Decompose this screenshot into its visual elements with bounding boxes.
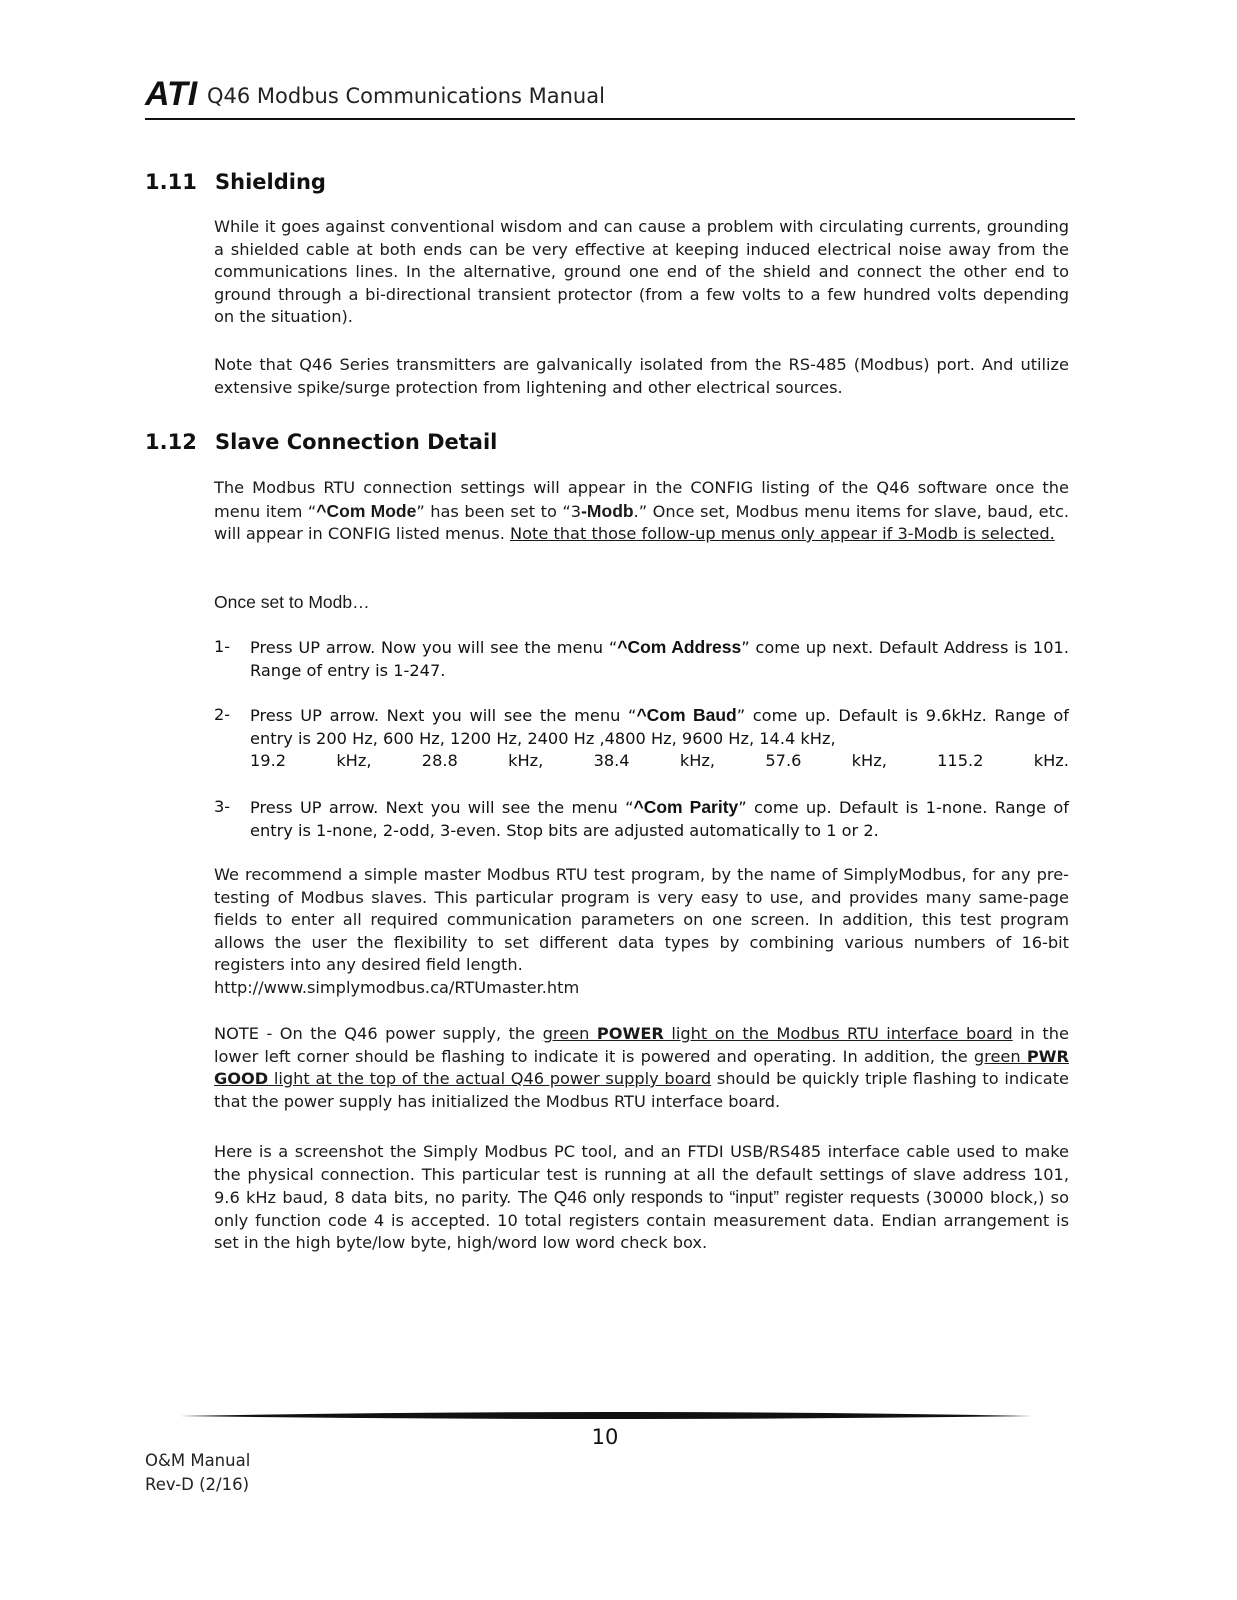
- note-text: should be quickly triple flashing to indicate that the power supply has initialized the Modbus RTU interface board.: [214, 1069, 1069, 1111]
- list-marker: 2-: [214, 705, 231, 724]
- intro-text: The Modbus RTU connection settings will appear in the CONFIG listing of the Q46 software once the menu item “: [214, 478, 1069, 521]
- shielding-paragraph-2: Note that Q46 Series transmitters are galvanically isolated from the RS-485 (Modbus) port. And utilize extensive spike/surge protection from lightening and other electrical sources.: [214, 355, 1069, 397]
- brand-logo: ATI: [145, 75, 198, 113]
- list-item: [214, 636, 1069, 682]
- menu-item-com-mode: ^Com Mode: [316, 500, 417, 521]
- step-text: ” come up. Default is 1-none. Range of entry is 1-none, 2-odd, 3-even. Stop bits are adjusted automatically to 1 or 2.: [250, 798, 1069, 840]
- step-text: Press UP arrow. Next you will see the menu “: [250, 798, 634, 817]
- pwr-good-label: PWR GOOD: [214, 1046, 1069, 1088]
- recommend-paragraph: We recommend a simple master Modbus RTU test program, by the name of SimplyModbus, for any pre-testing of Modbus slaves. This particular program is very easy to use, and provides many same-page fields to enter all required communication parameters on one screen. In addition, this test program allows the user the flexibility to set different data types by combining various numbers of 16-bit registers into any desired field length.: [214, 865, 1069, 974]
- section-heading-1-12: [145, 429, 497, 455]
- list-item: [214, 796, 1069, 842]
- note-text: green: [973, 1046, 1027, 1066]
- screenshot-text: Here is a screenshot the Simply Modbus PC tool, and an FTDI USB/RS485 interface cable used to make the physical connection. This particular test is running at all the default settings of slave address 101, 9.6 kHz baud, 8 data bits, no parity.: [214, 1142, 1069, 1207]
- baud-unit: kHz.: [1033, 751, 1069, 770]
- step-text: ” come up. Default is 9.6kHz. Range of entry is 200 Hz, 600 Hz, 1200 Hz, 2400 Hz ,4800 Hz, 9600 Hz, 14.4 kHz,: [250, 706, 1069, 748]
- footer-rule: [180, 1410, 1032, 1422]
- shielding-paragraph-1: While it goes against conventional wisdom and can cause a problem with circulating currents, grounding a shielded cable at both ends can be very effective at keeping induced electrical noise away from the communications lines. In the alternative, ground one end of the shield and connect the other end to ground through a bi-directional transient protector (from a few volts to a few hundred volts depending on the situation).: [214, 217, 1069, 326]
- section-title: Slave Connection Detail: [215, 430, 498, 454]
- screenshot-text: requests (30000 block,) so only function code 4 is accepted. 10 total registers contain measurement data. Endian arrangement is set in the high byte/low byte, high/word low word check box.: [214, 1188, 1070, 1252]
- step-text: Press UP arrow. Now you will see the menu “: [250, 638, 618, 657]
- menu-item-com-baud: ^Com Baud: [636, 705, 737, 725]
- baud-unit: kHz,: [851, 751, 887, 770]
- baud-value: 115.2: [937, 751, 984, 770]
- list-marker: 3-: [214, 797, 231, 816]
- note-text: light at the top of the actual Q46 power supply board: [268, 1069, 712, 1088]
- step-text: Press UP arrow. Next you will see the menu “: [250, 706, 637, 725]
- menu-value-modb: -Modb: [581, 500, 634, 521]
- baud-value: 28.8: [421, 751, 458, 770]
- section-title: Shielding: [215, 170, 326, 194]
- list-text: [250, 636, 1069, 682]
- note-text: in the lower left corner should be flashing to indicate it is powered and operating. In addition, the: [214, 1024, 1069, 1066]
- list-item: [214, 704, 1069, 773]
- intro-text: .” Once set, Modbus menu items for slave, baud, etc. will appear in CONFIG listed menus.: [214, 501, 1069, 543]
- screenshot-text: The Q46 only responds to “input” register: [517, 1187, 844, 1207]
- detail-intro-paragraph: [214, 477, 1069, 546]
- power-label: POWER: [596, 1024, 664, 1043]
- list-marker: 1-: [214, 637, 231, 656]
- section-heading-1-11: [145, 169, 326, 195]
- once-set-line: Once set to Modb…: [214, 592, 370, 612]
- list-text: [250, 796, 1069, 842]
- footer-manual: O&M Manual: [145, 1451, 251, 1470]
- step-text: ” come up next. Default Address is 101. Range of entry is 1-247.: [250, 638, 1069, 680]
- section-number: 1.11: [145, 170, 197, 194]
- note-text: green: [542, 1024, 597, 1043]
- baud-unit: kHz,: [336, 751, 372, 770]
- page-header: [145, 74, 1075, 120]
- screenshot-paragraph: [214, 1141, 1069, 1255]
- intro-text: ” has been set to “3: [416, 501, 582, 521]
- baud-value: 38.4: [593, 751, 630, 770]
- simplymodbus-url: http://www.simplymodbus.ca/RTUmaster.htm: [214, 978, 580, 997]
- baud-value: 57.6: [765, 751, 802, 770]
- manual-title: Q46 Modbus Communications Manual: [207, 84, 605, 108]
- menu-item-com-parity: ^Com Parity: [633, 797, 739, 817]
- baud-unit: kHz,: [679, 751, 716, 770]
- note-text: NOTE - On the Q46 power supply, the: [214, 1024, 543, 1043]
- power-note-paragraph: [214, 1023, 1069, 1113]
- footer-revision: Rev-D (2/16): [145, 1475, 250, 1494]
- menu-item-com-address: ^Com Address: [617, 637, 742, 657]
- note-text: light on the Modbus RTU interface board: [663, 1024, 1013, 1043]
- list-text: [250, 704, 1069, 750]
- followup-note: Note that those follow-up menus only appear if 3-Modb is selected.: [509, 524, 1055, 543]
- section-number: 1.12: [145, 430, 197, 454]
- baud-unit: kHz,: [508, 751, 544, 770]
- baud-value: 19.2: [250, 751, 287, 770]
- page-number: 10: [591, 1425, 619, 1449]
- power-light-note: [543, 1024, 1013, 1043]
- baud-rates-last-line: [250, 750, 1069, 773]
